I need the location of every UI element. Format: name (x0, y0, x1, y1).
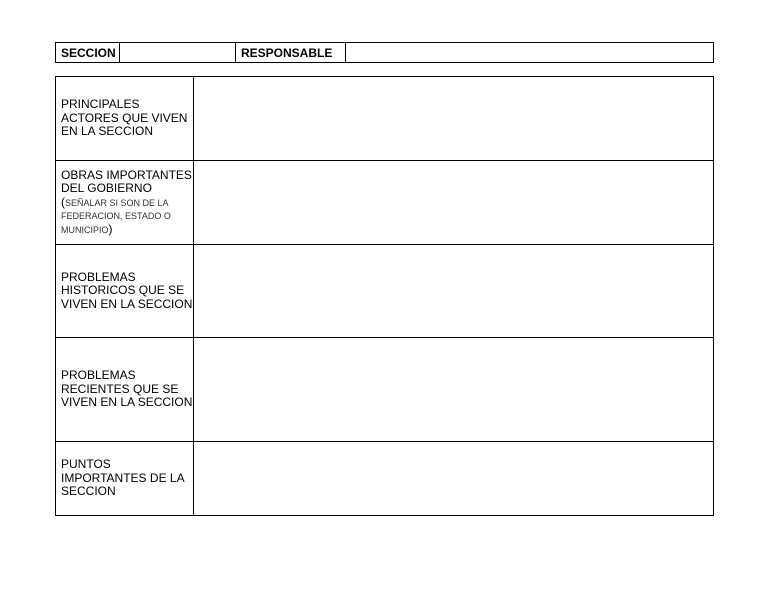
row-value-obras-importantes[interactable] (194, 161, 714, 245)
table-row (56, 442, 714, 516)
row-label-puntos-importantes: PUNTOS IMPORTANTES DE LA SECCION (56, 442, 194, 516)
header-table (55, 42, 714, 63)
section-info-table (55, 76, 714, 516)
row-value-problemas-historicos[interactable] (194, 245, 714, 338)
seccion-label: SECCION (56, 43, 120, 63)
header-row (56, 43, 714, 63)
table-row (56, 161, 714, 245)
table-row (56, 338, 714, 442)
row-label-obras-text: OBRAS IMPORTANTES DEL GOBIERNO ( (61, 167, 192, 209)
row-label-obras-importantes (56, 161, 194, 245)
responsable-label: RESPONSABLE (236, 43, 346, 63)
row-value-principales-actores[interactable] (194, 77, 714, 161)
row-label-obras-note: SEÑALAR SI SON DE LA FEDERACION, ESTADO O MUNICIPIO (61, 197, 171, 235)
table-row (56, 77, 714, 161)
seccion-value-field[interactable] (120, 43, 236, 63)
row-label-problemas-recientes: PROBLEMAS RECIENTES QUE SE VIVEN EN LA SECCION (56, 338, 194, 442)
table-row (56, 245, 714, 338)
responsable-value-field[interactable] (346, 43, 714, 63)
row-value-puntos-importantes[interactable] (194, 442, 714, 516)
row-label-principales-actores: PRINCIPALES ACTORES QUE VIVEN EN LA SECCION (56, 77, 194, 161)
row-label-obras-close: ) (108, 221, 113, 236)
row-value-problemas-recientes[interactable] (194, 338, 714, 442)
row-label-problemas-historicos: PROBLEMAS HISTORICOS QUE SE VIVEN EN LA SECCION (56, 245, 194, 338)
